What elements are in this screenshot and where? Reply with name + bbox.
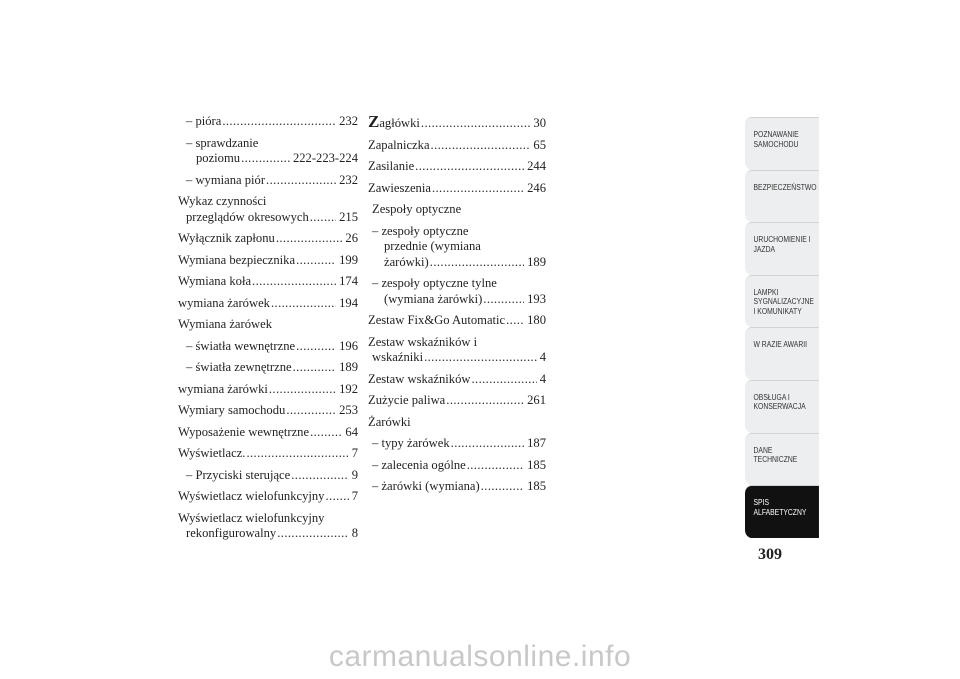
index-term: Wyświetlacz wielofunkcyjny bbox=[178, 489, 325, 503]
index-entry bbox=[368, 276, 546, 307]
chapter-tab[interactable] bbox=[745, 170, 819, 223]
page-ref[interactable]: 26 bbox=[345, 231, 358, 245]
index-term: wymiana żarówek bbox=[178, 295, 270, 310]
index-entry bbox=[368, 415, 546, 431]
index-term: Zespoły optyczne bbox=[372, 202, 462, 216]
index-term: Wymiana bezpiecznika bbox=[178, 252, 296, 267]
chapter-tab[interactable] bbox=[745, 380, 819, 433]
chapter-tab-label: LAMPKI bbox=[753, 287, 779, 297]
index-entry bbox=[178, 468, 358, 484]
chapter-tab[interactable] bbox=[745, 275, 819, 328]
index-term: – żarówki (wymiana) bbox=[372, 479, 480, 493]
index-entry bbox=[178, 360, 358, 376]
page-ref[interactable]: 187 bbox=[527, 436, 546, 450]
index-entry bbox=[368, 202, 546, 218]
index-entry bbox=[178, 231, 358, 247]
dot-leader bbox=[424, 350, 537, 366]
page-ref[interactable]: 4 bbox=[539, 350, 546, 364]
dot-leader bbox=[252, 274, 336, 290]
chapter-tab-label: I KOMUNIKATY bbox=[753, 306, 802, 316]
index-entry bbox=[178, 296, 358, 312]
dot-leader bbox=[286, 403, 336, 419]
page-ref[interactable]: 8 bbox=[351, 526, 358, 540]
dot-leader bbox=[421, 116, 530, 132]
index-term: – zespoły optyczne tylne bbox=[372, 276, 497, 290]
index-term: poziomu bbox=[196, 151, 241, 165]
page-ref[interactable]: 196 bbox=[339, 338, 358, 353]
dot-leader bbox=[296, 253, 336, 269]
index-entry bbox=[178, 339, 358, 355]
page-ref[interactable]: 244 bbox=[527, 159, 546, 173]
dot-leader bbox=[432, 181, 524, 197]
index-entry bbox=[368, 138, 546, 154]
index-term: Wyświetlacz. bbox=[178, 446, 246, 460]
dot-leader bbox=[446, 393, 524, 409]
chapter-tab-label: DANE bbox=[753, 445, 773, 455]
index-entry bbox=[178, 173, 358, 189]
index-entry bbox=[178, 382, 358, 398]
chapter-tab[interactable] bbox=[745, 327, 819, 380]
index-term: rekonfigurowalny bbox=[186, 526, 277, 540]
dot-leader bbox=[271, 296, 336, 312]
dot-leader bbox=[241, 151, 290, 167]
index-term: Wyposażenie wewnętrzne bbox=[178, 424, 310, 439]
page-ref[interactable]: 189 bbox=[527, 254, 546, 269]
chapter-tab-label: TECHNICZNE bbox=[753, 455, 798, 465]
index-term: żarówki) bbox=[384, 254, 429, 269]
page-ref[interactable]: 193 bbox=[527, 291, 546, 306]
index-term: – zalecenia ogólne bbox=[372, 457, 466, 472]
chapter-tab[interactable] bbox=[745, 485, 819, 538]
index-term: – pióra bbox=[186, 114, 222, 128]
index-entry bbox=[178, 446, 358, 462]
index-entry bbox=[178, 511, 358, 542]
chapter-tab-label: URUCHOMIENIE I bbox=[753, 235, 811, 245]
dot-leader bbox=[310, 210, 336, 226]
index-entry bbox=[368, 372, 546, 388]
page-ref[interactable]: 246 bbox=[527, 180, 546, 195]
index-entry bbox=[368, 335, 546, 366]
chapter-tab-label: W RAZIE AWARII bbox=[753, 340, 808, 350]
index-term: – zespoły optyczne bbox=[372, 223, 469, 238]
index-term: przeglądów okresowych bbox=[186, 209, 309, 224]
index-term: wymiana żarówki bbox=[178, 381, 268, 396]
index-entry bbox=[368, 393, 546, 409]
dot-leader bbox=[293, 360, 337, 376]
index-entry bbox=[178, 403, 358, 419]
dot-leader bbox=[483, 292, 524, 308]
watermark: carmanualsonline.info bbox=[328, 640, 632, 673]
index-term: Zagłówki bbox=[368, 112, 420, 131]
page-ref[interactable]: 185 bbox=[527, 457, 546, 472]
chapter-tab[interactable] bbox=[745, 222, 819, 275]
dot-leader bbox=[415, 159, 524, 175]
index-column-left bbox=[178, 114, 358, 548]
chapter-tab[interactable] bbox=[745, 433, 819, 486]
index-term: Wymiana koła bbox=[178, 274, 252, 288]
dot-leader bbox=[467, 458, 524, 474]
dot-leader bbox=[246, 446, 348, 462]
chapter-tab-label: BEZPIECZEŃSTWO bbox=[753, 182, 817, 192]
index-entry bbox=[178, 253, 358, 269]
index-term: – światła zewnętrzne bbox=[186, 360, 292, 374]
index-term: Zestaw wskaźników i bbox=[368, 334, 478, 349]
page-ref[interactable]: 222-223-224 bbox=[292, 151, 358, 165]
index-term: Zużycie paliwa bbox=[368, 393, 446, 407]
index-entry bbox=[368, 458, 546, 474]
page-ref[interactable]: 192 bbox=[339, 381, 358, 396]
index-entry bbox=[178, 136, 358, 167]
dot-leader bbox=[269, 382, 336, 398]
index-term: Wymiana żarówek bbox=[178, 317, 272, 331]
index-entry bbox=[368, 181, 546, 197]
chapter-tab-label: KONSERWACJA bbox=[753, 402, 806, 412]
chapter-tab-label: SYGNALIZACYJNE bbox=[753, 297, 814, 307]
index-term: – sprawdzanie bbox=[186, 135, 259, 150]
page-ref[interactable]: 253 bbox=[339, 403, 358, 417]
chapter-tab-label: ALFABETYCZNY bbox=[753, 507, 807, 517]
index-entry bbox=[368, 224, 546, 271]
index-term: wskaźniki bbox=[372, 350, 424, 364]
index-entry bbox=[178, 425, 358, 441]
chapter-tab-label: OBSŁUGA I bbox=[753, 392, 790, 402]
page-number: 309 bbox=[758, 546, 782, 563]
page-ref[interactable]: 174 bbox=[339, 274, 358, 288]
chapter-tabs bbox=[745, 117, 819, 538]
dot-leader bbox=[481, 479, 524, 495]
index-term: Zapalniczka bbox=[368, 137, 430, 152]
index-entry bbox=[178, 489, 358, 505]
page-ref[interactable]: 9 bbox=[351, 467, 358, 482]
index-term: – typy żarówek bbox=[372, 436, 450, 450]
page-ref[interactable]: 215 bbox=[339, 209, 358, 224]
dot-leader bbox=[291, 468, 348, 484]
dot-leader bbox=[471, 372, 536, 388]
index-entry bbox=[368, 436, 546, 452]
dot-leader bbox=[506, 313, 524, 329]
page-ref[interactable]: 232 bbox=[339, 172, 358, 187]
chapter-tab-label: JAZDA bbox=[753, 244, 776, 254]
dot-leader bbox=[266, 173, 336, 189]
page-ref[interactable]: 189 bbox=[339, 360, 358, 374]
index-term: Zestaw Fix&Go Automatic bbox=[368, 313, 506, 327]
chapter-tab-label: SAMOCHODU bbox=[753, 139, 799, 149]
page-ref[interactable]: 64 bbox=[345, 424, 358, 439]
dot-leader bbox=[325, 489, 348, 505]
page-ref[interactable]: 7 bbox=[351, 489, 358, 503]
index-term: Wymiary samochodu bbox=[178, 403, 286, 417]
index-term: przednie (wymiana bbox=[384, 239, 481, 253]
page-ref[interactable]: 65 bbox=[533, 137, 546, 152]
index-term: Żarówki bbox=[368, 414, 411, 429]
index-entry bbox=[368, 313, 546, 329]
dot-leader bbox=[310, 425, 342, 441]
index-term: Zawieszenia bbox=[368, 180, 431, 195]
drop-initial: Z bbox=[368, 112, 380, 131]
chapter-tab-label: SPIS bbox=[753, 498, 769, 508]
index-term: – Przyciski sterujące bbox=[186, 467, 291, 482]
index-entry bbox=[178, 114, 358, 130]
index-term: – światła wewnętrzne bbox=[186, 338, 296, 353]
index-entry bbox=[368, 479, 546, 495]
dot-leader bbox=[277, 526, 348, 542]
index-term: Zasilanie bbox=[368, 159, 415, 173]
dot-leader bbox=[276, 231, 343, 247]
dot-leader bbox=[431, 138, 531, 154]
dot-leader bbox=[430, 255, 524, 271]
index-term: Wyświetlacz wielofunkcyjny bbox=[178, 510, 325, 525]
page-ref[interactable]: 261 bbox=[527, 393, 546, 407]
page-ref[interactable]: 4 bbox=[539, 371, 546, 386]
index-entry bbox=[178, 317, 358, 333]
page-ref[interactable]: 199 bbox=[339, 252, 358, 267]
page-ref[interactable]: 194 bbox=[339, 295, 358, 310]
dot-leader bbox=[296, 339, 336, 355]
index-column-right bbox=[368, 114, 546, 501]
index-term: – wymiana piór bbox=[186, 172, 266, 187]
page-ref[interactable]: 185 bbox=[527, 479, 546, 493]
index-term: Zestaw wskaźników bbox=[368, 371, 471, 386]
page-ref[interactable]: 180 bbox=[527, 313, 546, 327]
index-entry bbox=[368, 114, 546, 132]
index-term: Wyłącznik zapłonu bbox=[178, 231, 275, 245]
dot-leader bbox=[451, 436, 524, 452]
index-entry bbox=[178, 274, 358, 290]
index-term: (wymiana żarówki) bbox=[384, 291, 483, 306]
chapter-tab[interactable] bbox=[745, 117, 819, 170]
index-entry bbox=[178, 194, 358, 225]
index-term: Wykaz czynności bbox=[178, 194, 267, 208]
dot-leader bbox=[222, 114, 336, 130]
index-entry bbox=[368, 159, 546, 175]
page-ref[interactable]: 232 bbox=[339, 114, 358, 128]
page-ref[interactable]: 7 bbox=[351, 446, 358, 460]
page-ref[interactable]: 30 bbox=[533, 116, 546, 130]
chapter-tab-label: POZNAWANIE bbox=[753, 130, 799, 139]
